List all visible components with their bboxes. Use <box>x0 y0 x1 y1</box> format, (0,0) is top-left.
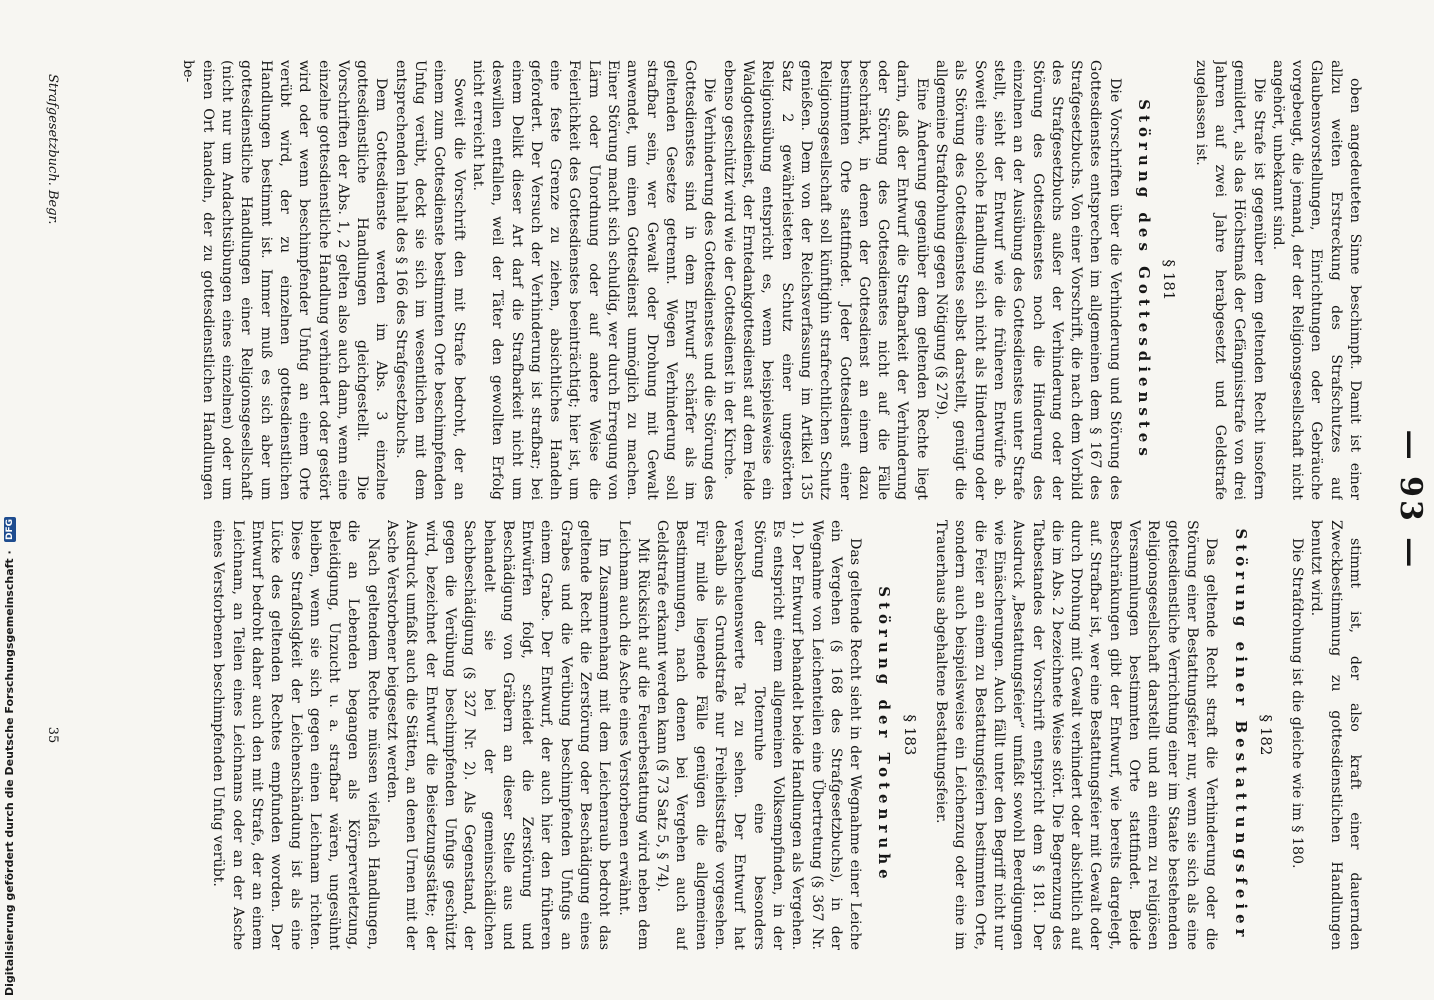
paragraph: Soweit die Vorschrift den mit Strafe bedroht, der an einem zum Gottesdienste bestimmten Orte beschimpfenden Unfug verübt, deckt sie sich im wesentlichen mit dem entsprechenden Inhalt des § 166 des Strafgesetzbuchs. <box>392 60 467 500</box>
credit-text: Digitalisierung gefördert durch die Deutsche Forschungsgemeinschaft · <box>3 550 16 996</box>
paragraph: Dem Gottesdienste werden im Abs. 3 einzelne gottesdienstliche Handlungen gleichgestellt. Die Vorschriften der Abs. 1, 2 gelten also auch dann, wenn eine einzelne gottesdienstliche Handlung verhindert oder gestört wird oder wenn beschimpfender Unfug an einem Orte verübt wird, der zu einzelnen gottesdienstlichen Handlungen bestimmt ist. Immer muß es sich aber um gottesdienstliche Handlungen einer Religionsgesellschaft (nicht nur um Andachtsübungen eines einzelnen) oder um einen Ort handeln, der zu gottesdienstlichen Handlungen be- <box>180 60 390 500</box>
sheet-number: 35 <box>45 726 60 744</box>
paragraph: Die Strafdrohung ist die gleiche wie im § 180. <box>1289 538 1306 869</box>
paragraph: Eine Änderung gegenüber dem geltenden Rechte liegt darin, daß der Entwurf die Strafbarkeit der Verhinderung oder Störung des Gottesdienstes nicht auf die Fälle beschränkt, in denen der Gottesdienst an einem dazu bestimmten Orte stattfindet. Jeder Gottesdienst einer Religionsgesellschaft soll künftighin strafrechtlichen Schutz genießen. Dem von der Reichsverfassung im Artikel 135 Satz 2 gewährleisteten Schutz einer ungestörten Religionsübung entspricht es, wenn beispielsweise ein Waldgottesdienst, der Erntedankgottesdienst auf dem Felde ebenso geschützt wird wie der Gottesdienst in der Kirche. <box>720 60 930 500</box>
paragraph: Im Zusammenhang mit dem Leichenraub bedroht das geltende Recht die Zerstörung oder Beschädigung eines Grabes und die Verübung beschimpfenden Unfugs an einem Grabe. Der Entwurf, der auch hier den früheren Entwürfen folgt, scheidet die Zerstörung und Beschädigung von Gräbern an dieser Stelle aus und behandelt sie bei der gemeinschädlichen Sachbeschädigung (§ 327 Nr. 2). Als Gegenstand, der gegen die Verübung beschimpfenden Unfugs geschützt wird, bezeichnet der Entwurf die Beisetzungsstätte; der Ausdruck umfaßt auch die Stätten, an denen Urnen mit der Asche Verstorbener beigesetzt werden. <box>384 520 613 950</box>
page-number: — 93 — <box>1393 429 1428 571</box>
paragraph: stimmt ist, der also kraft einer dauernden Zweckbestimmung zu gottesdienstlichen Handlungen benutzt wird. <box>1308 520 1363 950</box>
section-heading: Störung einer Bestattungsfeier <box>1231 528 1250 942</box>
paragraph: Mit Rücksicht auf die Feuerbestattung wird neben dem Leichnam auch die Asche eines Verstorbenen erwähnt. <box>615 520 651 950</box>
right-column <box>74 520 1364 950</box>
footer-signature: Strafgesetzbuch. Begr. <box>45 74 60 225</box>
section-heading: Störung des Gottesdienstes <box>1135 99 1154 461</box>
paragraph: Die Strafe ist gegenüber dem geltenden Recht insofern gemildert, als das Höchstmaß der Gefängnisstrafe von drei Jahren auf zwei Jahre herabgesetzt und Geldstrafe zugelassen ist. <box>1192 60 1267 500</box>
paragraph: oben angedeuteten Sinne beschimpft. Damit ist einer allzu weiten Erstreckung des Strafschutzes auf Glaubensvorstellungen, Einrichtungen oder Gebräuche vorgebeugt, die jemand, der der Religionsgesellschaft nicht angehört, unbekannt sind. <box>1269 60 1363 500</box>
left-column <box>74 60 1364 500</box>
section-number: § 182 <box>1256 714 1275 756</box>
section-heading: Störung der Totenruhe <box>875 586 894 884</box>
paragraph: Die Verhinderung des Gottesdienstes und die Störung des Gottesdienstes sind in dem Entwurf schärfer als im geltenden Gesetze getrennt. Wegen Verhinderung soll strafbar sein, wer Gewalt oder Drohung mit Gewalt anwendet, um einen Gottesdienst unmöglich zu machen. Einer Störung macht sich schuldig, wer durch Erregung von Lärm oder Unordnung oder auf andere Weise die Feierlichkeit des Gottesdienstes beeinträchtigt; hier ist, um eine feste Grenze zu ziehen, absichtliches Handeln gefordert. Der Versuch der Verhinderung ist strafbar; bei einem Delikt dieser Art darf die Strafbarkeit nicht um deswillen entfallen, weil der Täter den gewollten Erfolg nicht erreicht hat. <box>469 60 718 500</box>
digitization-credit <box>3 519 16 996</box>
paragraph: Das geltende Recht sieht in der Wegnahme einer Leiche ein Vergehen (§ 168 des Strafgesetzbuchs), in der Wegnahme von Leichenteilen eine Übertretung (§ 367 Nr. 1). Der Entwurf behandelt beide Handlungen als Vergehen. Es entspricht einem allgemeinen Volksempfinden, in der Störung der Totenruhe eine besonders verabscheuenswerte Tat zu sehen. Der Entwurf hat deshalb als Grundstrafe nur Freiheitsstrafe vorgesehen. Für milde liegende Fälle genügen die allgemeinen Bestimmungen, nach denen bei Vergehen auch auf Geldstrafe erkannt werden kann (§ 73 Satz 5, § 74). <box>654 520 864 950</box>
section-number: § 183 <box>900 714 919 756</box>
paragraph: Nach geltendem Rechte müssen vielfach Handlungen, die an Lebenden begangen als Körperverletzung, Beleidigung, Unzucht u. a. strafbar wären, ungesühnt bleiben, wenn sie sich gegen einen Leichnam richten. Diese Strafloslgkeit der Leichenschändung ist als eine Lücke des geltenden Rechtes empfunden worden. Der Entwurf bedroht daher auch den mit Strafe, der an einem Leichnam, an Teilen eines Leichnams oder an der Asche eines Verstorbenen beschimpfenden Unfug verübt. <box>210 520 381 950</box>
section-number: § 181 <box>1160 259 1179 301</box>
dfg-logo: DFG <box>5 519 15 541</box>
paragraph: Das geltende Recht straft die Verhinderung oder die Störung einer Bestattungsfeier nur, wenn sie sich als eine gottesdienstliche Verrichtung einer im Staate bestehenden Religionsgesellschaft darstellt und an einem zu religiösen Versammlungen bestimmten Orte stattfindet. Beide Beschränkungen gibt der Entwurf, wie bereits dargelegt, auf. Strafbar ist, wer eine Bestattungsfeier mit Gewalt oder durch Drohung mit Gewalt verhindert oder absichtlich auf die im Abs. 2 bezeichnete Weise stört. Die Begrenzung des Tatbestandes der Vorschrift entspricht dem § 181. Der Ausdruck „Bestattungsfeier“ umfaßt sowohl Beerdigungen wie Einäscherungen. Auch fällt unter den Begriff nicht nur die Feier an einem zu Bestattungsfeiern bestimmten Orte, sondern auch beispielsweise ein Leichenzug oder eine im Trauerhaus abgehaltene Bestattungsfeier. <box>933 520 1220 950</box>
paragraph: Die Vorschriften über die Verhinderung und Störung des Gottesdienstes entsprechen im allgemeinen dem § 167 des Strafgesetzbuchs. Von einer Vorschrift, die nach dem Vorbild des Strafgesetzbuchs außer der Verhinderung oder der Störung des Gottesdienstes noch die Hinderung des einzelnen an der Ausübung des Gottesdienstes unter Strafe stellt, sieht der Entwurf wie die früheren Entwürfe ab. Soweit eine solche Handlung sich nicht als Hinderung oder als Störung des Gottesdienstes selbst darstellt, genügt die allgemeine Strafdrohung gegen Nötigung (§ 279). <box>933 60 1123 500</box>
